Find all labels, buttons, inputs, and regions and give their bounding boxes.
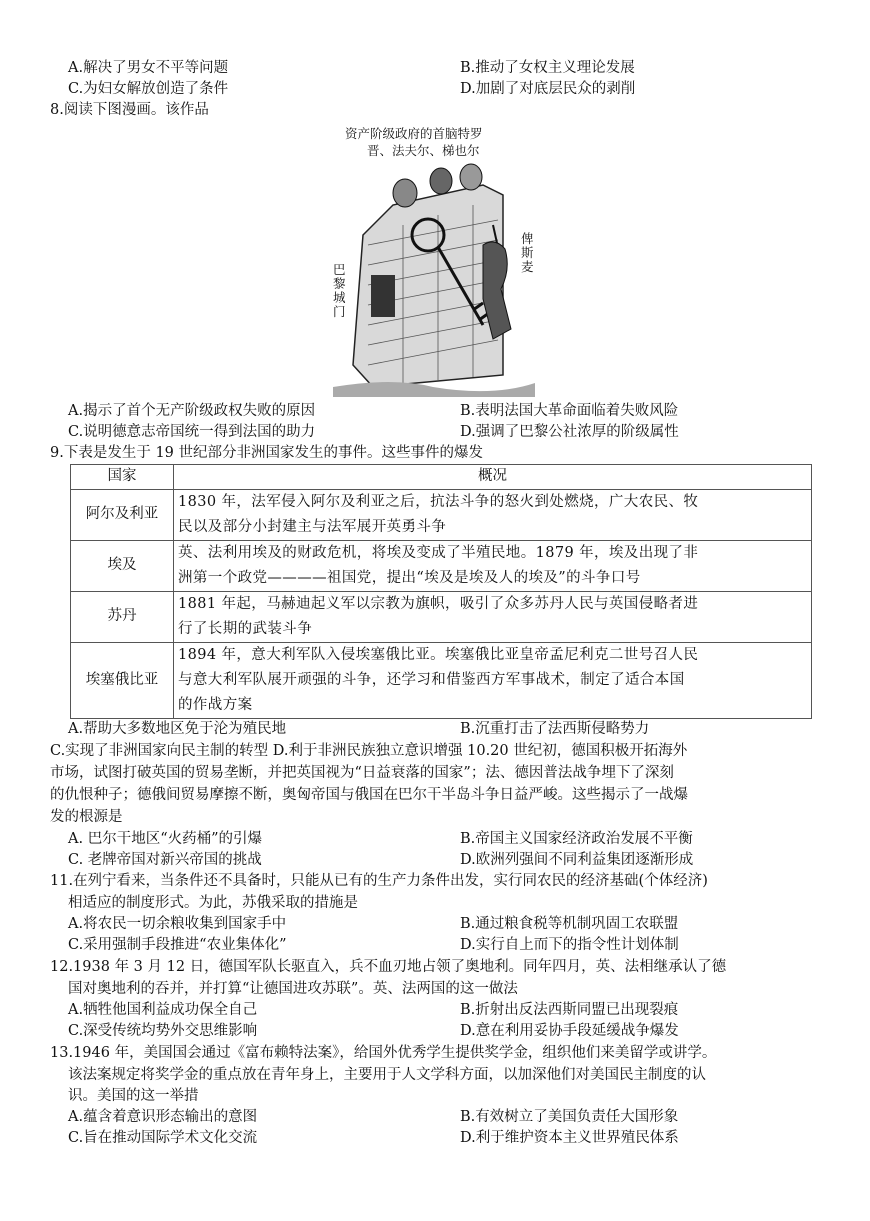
q7-option-d: D.加剧了对底层民众的剥削: [460, 81, 636, 97]
q10-option-d: D.欧洲列强间不同利益集团逐渐形成: [460, 852, 694, 868]
q13-option-a: A.蕴含着意识形态输出的意图: [68, 1109, 258, 1125]
table-cell-summary: [174, 592, 812, 643]
q8-option-a: A.揭示了首个无产阶级政权失败的原因: [68, 403, 316, 419]
summary-line: 1881 年起，马赫迪起义军以宗教为旗帜，吸引了众多苏丹人民与英国侵略者进: [178, 596, 699, 612]
q10-option-b: B.帝国主义国家经济政治发展不平衡: [460, 831, 693, 847]
q13-option-c: C.旨在推动国际学术文化交流: [68, 1130, 258, 1146]
cartoon-caption-line2: 晋、法夫尔、梯也尔: [367, 143, 480, 158]
summary-line: 洲第一个政党————祖国党，提出“埃及是埃及人的埃及”的斗争口号: [178, 570, 641, 586]
table-cell-summary: [174, 643, 812, 719]
summary-line: 的作战方案: [178, 697, 253, 713]
q12-line: 12.1938 年 3 月 12 日，德国军队长驱直入，兵不血刃地占领了奥地利。同年四月，英、法相继承认了德: [50, 959, 727, 975]
summary-line: 与意大利军队展开顽强的斗争，还学习和借鉴西方军事战术，制定了适合本国: [178, 672, 685, 688]
q12-line: 国对奥地利的吞并，并打算“让德国进攻苏联”。英、法两国的这一做法: [68, 981, 518, 997]
cartoon-image: [333, 125, 535, 397]
q9-option-c-and-q10-stem: C.实现了非洲国家向民主制的转型 D.利于非洲民族独立意识增强 10.20 世纪初，德国积极开拓海外: [50, 743, 688, 759]
q7-option-a: A.解决了男女不平等问题: [68, 60, 229, 76]
cartoon-label-paris-gate: 巴黎城门: [333, 262, 346, 319]
table-cell-summary: [174, 490, 812, 541]
q7-option-c: C.为妇女解放创造了条件: [68, 81, 229, 97]
q12-option-b: B.折射出反法西斯同盟已出现裂痕: [460, 1002, 679, 1018]
q11-line: 相适应的制度形式。为此，苏俄采取的措施是: [68, 895, 358, 911]
q10-line: 市场，试图打破英国的贸易垄断，并把英国视为“日益衰落的国家”；法、德因普法战争埋下了深刻: [50, 765, 674, 781]
q12-option-c: C.深受传统均势外交思维影响: [68, 1023, 258, 1039]
table-cell-country: 阿尔及利亚: [71, 490, 174, 541]
summary-line: 民以及部分小封建主与法军展开英勇斗争: [178, 519, 447, 535]
table-header-row: [71, 465, 812, 490]
q11-option-a: A.将农民一切余粮收集到国家手中: [68, 916, 287, 932]
table-cell-country: 埃及: [71, 541, 174, 592]
q8-option-b: B.表明法国大革命面临着失败风险: [460, 403, 679, 419]
table-row: [71, 490, 812, 541]
q7-option-b: B.推动了女权主义理论发展: [460, 60, 635, 76]
table-header-summary: 概况: [174, 465, 812, 490]
q13-option-d: D.利于维护资本主义世界殖民体系: [460, 1130, 679, 1146]
q10-option-c: C. 老牌帝国对新兴帝国的挑战: [68, 852, 262, 868]
q11-option-b: B.通过粮食税等机制巩固工农联盟: [460, 916, 679, 932]
cartoon-label-bismarck: 俾斯麦: [521, 231, 534, 274]
q12-option-a: A.牺牲他国利益成功保全自己: [68, 1002, 258, 1018]
q13-line: 识。美国的这一举措: [68, 1088, 199, 1104]
summary-line: 1830 年，法军侵入阿尔及利亚之后，抗法斗争的怒火到处燃烧，广大农民、牧: [178, 494, 699, 510]
table-header-country: 国家: [71, 465, 174, 490]
q11-option-d: D.实行自上而下的指令性计划体制: [460, 937, 679, 953]
q12-option-d: D.意在利用妥协手段延缓战争爆发: [460, 1023, 679, 1039]
q9-option-b: B.沉重打击了法西斯侵略势力: [460, 721, 650, 737]
table-row: [71, 541, 812, 592]
q13-line: 该法案规定将奖学金的重点放在青年身上，主要用于人文学科方面，以加深他们对美国民主制度的认: [68, 1067, 706, 1083]
q10-line: 发的根源是: [50, 809, 123, 825]
q8-option-c: C.说明德意志帝国统一得到法国的助力: [68, 424, 316, 440]
q11-line: 11.在列宁看来，当条件还不具备时，只能从已有的生产力条件出发，实行同农民的经济基础(个体经济): [50, 873, 708, 889]
table-cell-country: 埃塞俄比亚: [71, 643, 174, 719]
summary-line: 英、法利用埃及的财政危机，将埃及变成了半殖民地。1879 年，埃及出现了非: [178, 545, 699, 561]
q11-option-c: C.采用强制手段推进“农业集体化”: [68, 937, 287, 953]
q9-stem: 9.下表是发生于 19 世纪部分非洲国家发生的事件。这些事件的爆发: [50, 445, 484, 461]
q9-option-a: A.帮助大多数地区免于沦为殖民地: [68, 721, 287, 737]
q13-line: 13.1946 年，美国国会通过《富布赖特法案》，给国外优秀学生提供奖学金，组织他们来美留学或讲学。: [50, 1045, 717, 1061]
events-table: [70, 464, 812, 719]
q8-stem: 8.阅读下图漫画。该作品: [50, 102, 209, 118]
table-row: [71, 592, 812, 643]
cartoon-caption-line1: 资产阶级政府的首脑特罗: [345, 126, 483, 141]
q10-option-a: A. 巴尔干地区“火药桶”的引爆: [68, 831, 263, 847]
q8-option-d: D.强调了巴黎公社浓厚的阶级属性: [460, 424, 679, 440]
q13-option-b: B.有效树立了美国负责任大国形象: [460, 1109, 679, 1125]
table-cell-country: 苏丹: [71, 592, 174, 643]
table-cell-summary: [174, 541, 812, 592]
q10-line: 的仇恨种子；德俄间贸易摩擦不断，奥匈帝国与俄国在巴尔干半岛斗争日益严峻。这些揭示了一战爆: [50, 787, 688, 803]
table-row: [71, 643, 812, 719]
summary-line: 1894 年，意大利军队入侵埃塞俄比亚。埃塞俄比亚皇帝孟尼利克二世号召人民: [178, 647, 699, 663]
summary-line: 行了长期的武装斗争: [178, 621, 313, 637]
